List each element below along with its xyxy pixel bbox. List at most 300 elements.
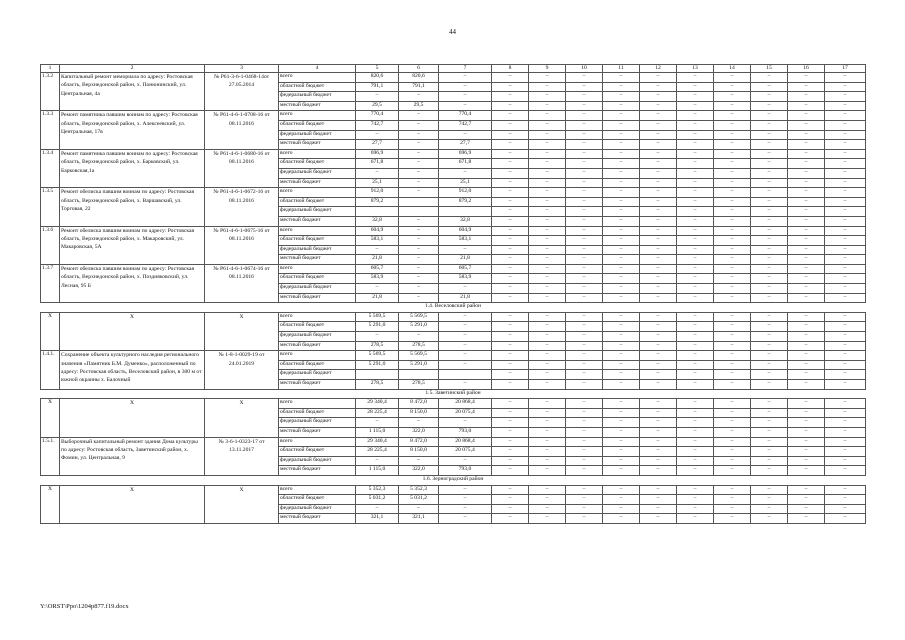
amount-cell: 32,8 — [439, 216, 492, 226]
empty-year-cell: – — [751, 399, 788, 409]
empty-year-cell: – — [492, 101, 529, 111]
amount-cell: – — [356, 130, 399, 140]
empty-year-cell: – — [566, 504, 603, 514]
amount-cell: – — [399, 293, 439, 303]
funding-source: федеральный бюджет — [279, 504, 356, 514]
amount-cell: 27,7 — [439, 140, 492, 150]
amount-cell: 5 291,0 — [399, 360, 439, 370]
empty-year-cell: – — [825, 418, 866, 428]
amount-cell: 322,0 — [399, 427, 439, 437]
empty-year-cell: – — [788, 207, 825, 217]
empty-year-cell: – — [788, 159, 825, 169]
empty-year-cell: – — [714, 495, 751, 505]
empty-year-cell: – — [529, 92, 566, 102]
column-number-cell: 7 — [439, 65, 492, 73]
empty-year-cell: – — [751, 437, 788, 447]
amount-cell: – — [399, 504, 439, 514]
empty-year-cell: – — [492, 437, 529, 447]
amount-cell: – — [439, 322, 492, 332]
amount-cell: – — [356, 332, 399, 342]
table-row — [41, 264, 866, 274]
empty-year-cell: – — [603, 101, 640, 111]
empty-year-cell: – — [677, 437, 714, 447]
empty-year-cell: – — [825, 370, 866, 380]
empty-year-cell: – — [751, 514, 788, 524]
amount-cell: – — [439, 504, 492, 514]
empty-year-cell: – — [677, 188, 714, 198]
empty-year-cell: – — [788, 226, 825, 236]
item-number: 1.3.2 — [41, 73, 60, 111]
amount-cell: – — [439, 73, 492, 83]
empty-year-cell: – — [751, 178, 788, 188]
amount-cell: 604,9 — [356, 226, 399, 236]
empty-year-cell: – — [492, 120, 529, 130]
empty-year-cell: – — [640, 274, 677, 284]
empty-year-cell: – — [566, 236, 603, 246]
amount-cell: 5 569,5 — [356, 351, 399, 361]
empty-year-cell: – — [529, 159, 566, 169]
empty-year-cell: – — [788, 120, 825, 130]
empty-year-cell: – — [529, 418, 566, 428]
amount-cell: 793,0 — [439, 427, 492, 437]
section-title: 1.5. Заветинский район — [41, 389, 866, 399]
empty-year-cell: – — [603, 111, 640, 121]
empty-year-cell: – — [825, 130, 866, 140]
item-number: X — [41, 399, 60, 437]
empty-year-cell: – — [566, 360, 603, 370]
amount-cell: 29 340,4 — [356, 437, 399, 447]
empty-year-cell: – — [640, 360, 677, 370]
empty-year-cell: – — [529, 168, 566, 178]
empty-year-cell: – — [714, 207, 751, 217]
empty-year-cell: – — [788, 495, 825, 505]
amount-cell: – — [439, 341, 492, 351]
empty-year-cell: – — [640, 130, 677, 140]
amount-cell: – — [399, 188, 439, 198]
empty-year-cell: – — [788, 485, 825, 495]
empty-year-cell: – — [529, 447, 566, 457]
empty-year-cell: – — [751, 380, 788, 390]
item-description: Сохранение объекта культурного наследия регионального значения «Памятник Б.М. Думенко», расположенный по адресу: Ростовская область, Веселовский район, в 300 м от южной окраины х. Балочный — [60, 351, 205, 389]
amount-cell: 671,8 — [356, 159, 399, 169]
empty-year-cell: – — [640, 408, 677, 418]
empty-year-cell: – — [603, 485, 640, 495]
amount-cell: 1 115,0 — [356, 427, 399, 437]
empty-year-cell: – — [603, 351, 640, 361]
funding-source: всего — [279, 188, 356, 198]
empty-year-cell: – — [677, 485, 714, 495]
empty-year-cell: – — [529, 380, 566, 390]
empty-year-cell: – — [566, 92, 603, 102]
table-row — [41, 226, 866, 236]
empty-year-cell: – — [529, 514, 566, 524]
empty-year-cell: – — [640, 255, 677, 265]
empty-year-cell: – — [640, 437, 677, 447]
empty-year-cell: – — [825, 236, 866, 246]
empty-year-cell: – — [640, 120, 677, 130]
funding-source: областной бюджет — [279, 197, 356, 207]
amount-cell: – — [439, 92, 492, 102]
empty-year-cell: – — [788, 312, 825, 322]
empty-year-cell: – — [492, 284, 529, 294]
empty-year-cell: – — [714, 236, 751, 246]
empty-year-cell: – — [603, 159, 640, 169]
empty-year-cell: – — [677, 360, 714, 370]
empty-year-cell: – — [825, 360, 866, 370]
empty-year-cell: – — [603, 92, 640, 102]
empty-year-cell: – — [825, 226, 866, 236]
empty-year-cell: – — [603, 495, 640, 505]
amount-cell: 20 868,4 — [439, 399, 492, 409]
empty-year-cell: – — [677, 312, 714, 322]
amount-cell: 742,7 — [356, 120, 399, 130]
empty-year-cell: – — [677, 274, 714, 284]
amount-cell: 278,5 — [399, 380, 439, 390]
amount-cell: – — [439, 514, 492, 524]
empty-year-cell: – — [492, 332, 529, 342]
empty-year-cell: – — [714, 159, 751, 169]
empty-year-cell: – — [492, 456, 529, 466]
empty-year-cell: – — [825, 245, 866, 255]
page-number: 44 — [449, 28, 456, 36]
empty-year-cell: – — [714, 408, 751, 418]
empty-year-cell: – — [677, 466, 714, 476]
empty-year-cell: – — [603, 207, 640, 217]
amount-cell: 791,1 — [356, 82, 399, 92]
empty-year-cell: – — [640, 456, 677, 466]
item-description: X — [60, 399, 205, 437]
empty-year-cell: – — [751, 255, 788, 265]
amount-cell: 32,8 — [356, 216, 399, 226]
empty-year-cell: – — [751, 408, 788, 418]
amount-cell: – — [356, 504, 399, 514]
empty-year-cell: – — [714, 284, 751, 294]
item-description: Ремонт памятника павшим воинам по адресу: Ростовская область, Верхнедонской район, х. Барковский, ул. Барковская,1а — [60, 149, 205, 187]
amount-cell — [356, 370, 399, 380]
item-document: № P61-4-6-1-0674-16 от 08.11.2016 — [205, 264, 279, 302]
funding-source: областной бюджет — [279, 322, 356, 332]
empty-year-cell: – — [677, 178, 714, 188]
funding-source: областной бюджет — [279, 82, 356, 92]
amount-cell: – — [439, 312, 492, 322]
amount-cell: 21,8 — [439, 255, 492, 265]
empty-year-cell: – — [603, 82, 640, 92]
empty-year-cell: – — [640, 322, 677, 332]
empty-year-cell: – — [566, 408, 603, 418]
amount-cell: – — [356, 92, 399, 102]
empty-year-cell: – — [825, 159, 866, 169]
empty-year-cell: – — [714, 514, 751, 524]
funding-source: областной бюджет — [279, 159, 356, 169]
empty-year-cell: – — [825, 351, 866, 361]
amount-cell: 671,8 — [439, 159, 492, 169]
empty-year-cell: – — [677, 207, 714, 217]
item-description: Ремонт обелиска павшим воинам по адресу: Ростовская область, Верхнедонской район, х. Макаровский, ул. Макаровская, 5А — [60, 226, 205, 264]
empty-year-cell: – — [603, 226, 640, 236]
section-title: 1.4. Веселовский район — [41, 303, 866, 313]
empty-year-cell: – — [492, 245, 529, 255]
empty-year-cell: – — [529, 207, 566, 217]
amount-cell: – — [356, 284, 399, 294]
column-number-cell: 4 — [279, 65, 356, 73]
empty-year-cell: – — [640, 207, 677, 217]
empty-year-cell: – — [566, 447, 603, 457]
empty-year-cell: – — [788, 341, 825, 351]
table-row — [41, 312, 866, 322]
empty-year-cell: – — [603, 168, 640, 178]
empty-year-cell: – — [825, 120, 866, 130]
amount-cell: 20 075,4 — [439, 408, 492, 418]
amount-cell — [399, 197, 439, 207]
empty-year-cell: – — [566, 82, 603, 92]
empty-year-cell: – — [751, 322, 788, 332]
empty-year-cell: – — [492, 207, 529, 217]
amount-cell: 20 868,4 — [439, 437, 492, 447]
amount-cell: – — [399, 456, 439, 466]
funding-source: федеральный бюджет — [279, 168, 356, 178]
funding-source: местный бюджет — [279, 380, 356, 390]
funding-source: всего — [279, 312, 356, 322]
empty-year-cell: – — [566, 168, 603, 178]
empty-year-cell: – — [677, 226, 714, 236]
empty-year-cell: – — [677, 101, 714, 111]
empty-year-cell: – — [825, 456, 866, 466]
empty-year-cell: – — [677, 284, 714, 294]
empty-year-cell: – — [714, 226, 751, 236]
empty-year-cell: – — [492, 264, 529, 274]
amount-cell: 8 150,0 — [399, 408, 439, 418]
empty-year-cell: – — [566, 312, 603, 322]
amount-cell: 321,1 — [399, 514, 439, 524]
empty-year-cell: – — [714, 168, 751, 178]
empty-year-cell: – — [603, 514, 640, 524]
amount-cell: 5 031,2 — [356, 495, 399, 505]
empty-year-cell: – — [603, 341, 640, 351]
empty-year-cell: – — [566, 274, 603, 284]
empty-year-cell: – — [677, 380, 714, 390]
empty-year-cell: – — [566, 226, 603, 236]
column-number-cell: 8 — [492, 65, 529, 73]
empty-year-cell: – — [492, 130, 529, 140]
amount-cell: – — [399, 216, 439, 226]
empty-year-cell: – — [714, 73, 751, 83]
empty-year-cell: – — [751, 284, 788, 294]
empty-year-cell: – — [566, 73, 603, 83]
empty-year-cell: – — [751, 351, 788, 361]
empty-year-cell: – — [640, 111, 677, 121]
empty-year-cell: – — [714, 92, 751, 102]
empty-year-cell: – — [751, 216, 788, 226]
empty-year-cell: – — [714, 380, 751, 390]
column-number-row — [41, 65, 866, 73]
item-description: Выборочный капитальный ремонт здания Дома культуры по адресу: Ростовская область, Заветинский район, х. Фомин, ул. Центральная, 9 — [60, 437, 205, 475]
empty-year-cell: – — [529, 178, 566, 188]
empty-year-cell: – — [825, 293, 866, 303]
empty-year-cell: – — [566, 130, 603, 140]
empty-year-cell: – — [825, 408, 866, 418]
empty-year-cell: – — [529, 466, 566, 476]
empty-year-cell: – — [677, 447, 714, 457]
amount-cell: 583,9 — [439, 274, 492, 284]
amount-cell: – — [399, 149, 439, 159]
empty-year-cell: – — [566, 264, 603, 274]
amount-cell: – — [439, 418, 492, 428]
section-row — [41, 389, 866, 399]
empty-year-cell: – — [529, 495, 566, 505]
empty-year-cell: – — [566, 322, 603, 332]
amount-cell: – — [439, 485, 492, 495]
empty-year-cell: – — [492, 236, 529, 246]
funding-source: федеральный бюджет — [279, 130, 356, 140]
amount-cell: – — [399, 284, 439, 294]
empty-year-cell: – — [529, 284, 566, 294]
amount-cell: 583,1 — [356, 236, 399, 246]
empty-year-cell: – — [603, 408, 640, 418]
amount-cell: – — [356, 456, 399, 466]
empty-year-cell: – — [640, 312, 677, 322]
empty-year-cell: – — [640, 427, 677, 437]
empty-year-cell: – — [825, 447, 866, 457]
funding-source: федеральный бюджет — [279, 332, 356, 342]
empty-year-cell: – — [566, 207, 603, 217]
item-description: Ремонт памятника павшим воинам по адресу: Ростовская область, Верхнедонской район, х. Алексеевский, ул. Центральная, 17в — [60, 111, 205, 149]
amount-cell: – — [399, 178, 439, 188]
amount-cell: – — [356, 168, 399, 178]
amount-cell: 5 352,3 — [356, 485, 399, 495]
empty-year-cell: – — [529, 274, 566, 284]
empty-year-cell: – — [714, 188, 751, 198]
table-row — [41, 111, 866, 121]
empty-year-cell: – — [640, 168, 677, 178]
empty-year-cell: – — [825, 140, 866, 150]
empty-year-cell: – — [751, 293, 788, 303]
amount-cell: – — [399, 92, 439, 102]
amount-cell: – — [399, 332, 439, 342]
empty-year-cell: – — [529, 399, 566, 409]
empty-year-cell: – — [603, 255, 640, 265]
empty-year-cell: – — [566, 332, 603, 342]
empty-year-cell: – — [714, 274, 751, 284]
empty-year-cell: – — [751, 495, 788, 505]
column-number-cell: 17 — [825, 65, 866, 73]
empty-year-cell: – — [677, 264, 714, 274]
empty-year-cell: – — [640, 226, 677, 236]
amount-cell: 820,6 — [399, 73, 439, 83]
section-row — [41, 475, 866, 485]
empty-year-cell: – — [603, 245, 640, 255]
empty-year-cell: – — [825, 111, 866, 121]
empty-year-cell: – — [825, 504, 866, 514]
empty-year-cell: – — [492, 188, 529, 198]
empty-year-cell: – — [529, 236, 566, 246]
item-document: № P61-4-6-1-0675-16 от 08.11.2016 — [205, 226, 279, 264]
empty-year-cell: – — [492, 341, 529, 351]
empty-year-cell: – — [566, 485, 603, 495]
amount-cell: 322,0 — [399, 466, 439, 476]
footer-file-path: Y:\ORST\Ppo\1204p877.f19.docx — [40, 603, 129, 610]
funding-source: областной бюджет — [279, 274, 356, 284]
empty-year-cell: – — [640, 149, 677, 159]
empty-year-cell: – — [529, 370, 566, 380]
amount-cell: 21,8 — [356, 255, 399, 265]
empty-year-cell: – — [640, 245, 677, 255]
empty-year-cell: – — [529, 408, 566, 418]
empty-year-cell: – — [751, 101, 788, 111]
empty-year-cell: – — [751, 274, 788, 284]
empty-year-cell: – — [492, 216, 529, 226]
empty-year-cell: – — [677, 399, 714, 409]
empty-year-cell: – — [788, 130, 825, 140]
empty-year-cell: – — [714, 437, 751, 447]
amount-cell: – — [439, 284, 492, 294]
amount-cell: 5 569,5 — [399, 351, 439, 361]
empty-year-cell: – — [825, 514, 866, 524]
amount-cell: – — [439, 456, 492, 466]
empty-year-cell: – — [825, 312, 866, 322]
column-number-cell: 16 — [788, 65, 825, 73]
empty-year-cell: – — [492, 447, 529, 457]
empty-year-cell: – — [825, 264, 866, 274]
empty-year-cell: – — [603, 360, 640, 370]
empty-year-cell: – — [677, 130, 714, 140]
amount-cell: – — [439, 495, 492, 505]
empty-year-cell: – — [714, 466, 751, 476]
empty-year-cell: – — [529, 197, 566, 207]
empty-year-cell: – — [751, 370, 788, 380]
empty-year-cell: – — [788, 370, 825, 380]
empty-year-cell: – — [677, 111, 714, 121]
empty-year-cell: – — [788, 447, 825, 457]
amount-cell: – — [439, 101, 492, 111]
empty-year-cell: – — [529, 226, 566, 236]
column-number-cell: 5 — [356, 65, 399, 73]
empty-year-cell: – — [825, 485, 866, 495]
amount-cell: 770,4 — [439, 111, 492, 121]
empty-year-cell: – — [788, 399, 825, 409]
empty-year-cell: – — [751, 188, 788, 198]
empty-year-cell: – — [492, 226, 529, 236]
empty-year-cell: – — [677, 495, 714, 505]
empty-year-cell: – — [603, 120, 640, 130]
empty-year-cell: – — [714, 351, 751, 361]
empty-year-cell: – — [529, 111, 566, 121]
column-number-cell: 3 — [205, 65, 279, 73]
empty-year-cell: – — [714, 418, 751, 428]
empty-year-cell: – — [714, 322, 751, 332]
empty-year-cell: – — [751, 360, 788, 370]
table-row — [41, 73, 866, 83]
empty-year-cell: – — [677, 149, 714, 159]
empty-year-cell: – — [529, 149, 566, 159]
empty-year-cell: – — [825, 332, 866, 342]
empty-year-cell: – — [751, 149, 788, 159]
empty-year-cell: – — [788, 236, 825, 246]
empty-year-cell: – — [640, 370, 677, 380]
empty-year-cell: – — [529, 245, 566, 255]
funding-source: всего — [279, 485, 356, 495]
empty-year-cell: – — [788, 274, 825, 284]
empty-year-cell: – — [492, 255, 529, 265]
section-title: 1.6. Зерноградский район — [41, 475, 866, 485]
empty-year-cell: – — [751, 168, 788, 178]
empty-year-cell: – — [677, 236, 714, 246]
amount-cell: 912,0 — [439, 188, 492, 198]
empty-year-cell: – — [751, 264, 788, 274]
empty-year-cell: – — [603, 466, 640, 476]
funding-source: федеральный бюджет — [279, 456, 356, 466]
empty-year-cell: – — [566, 140, 603, 150]
empty-year-cell: – — [714, 456, 751, 466]
